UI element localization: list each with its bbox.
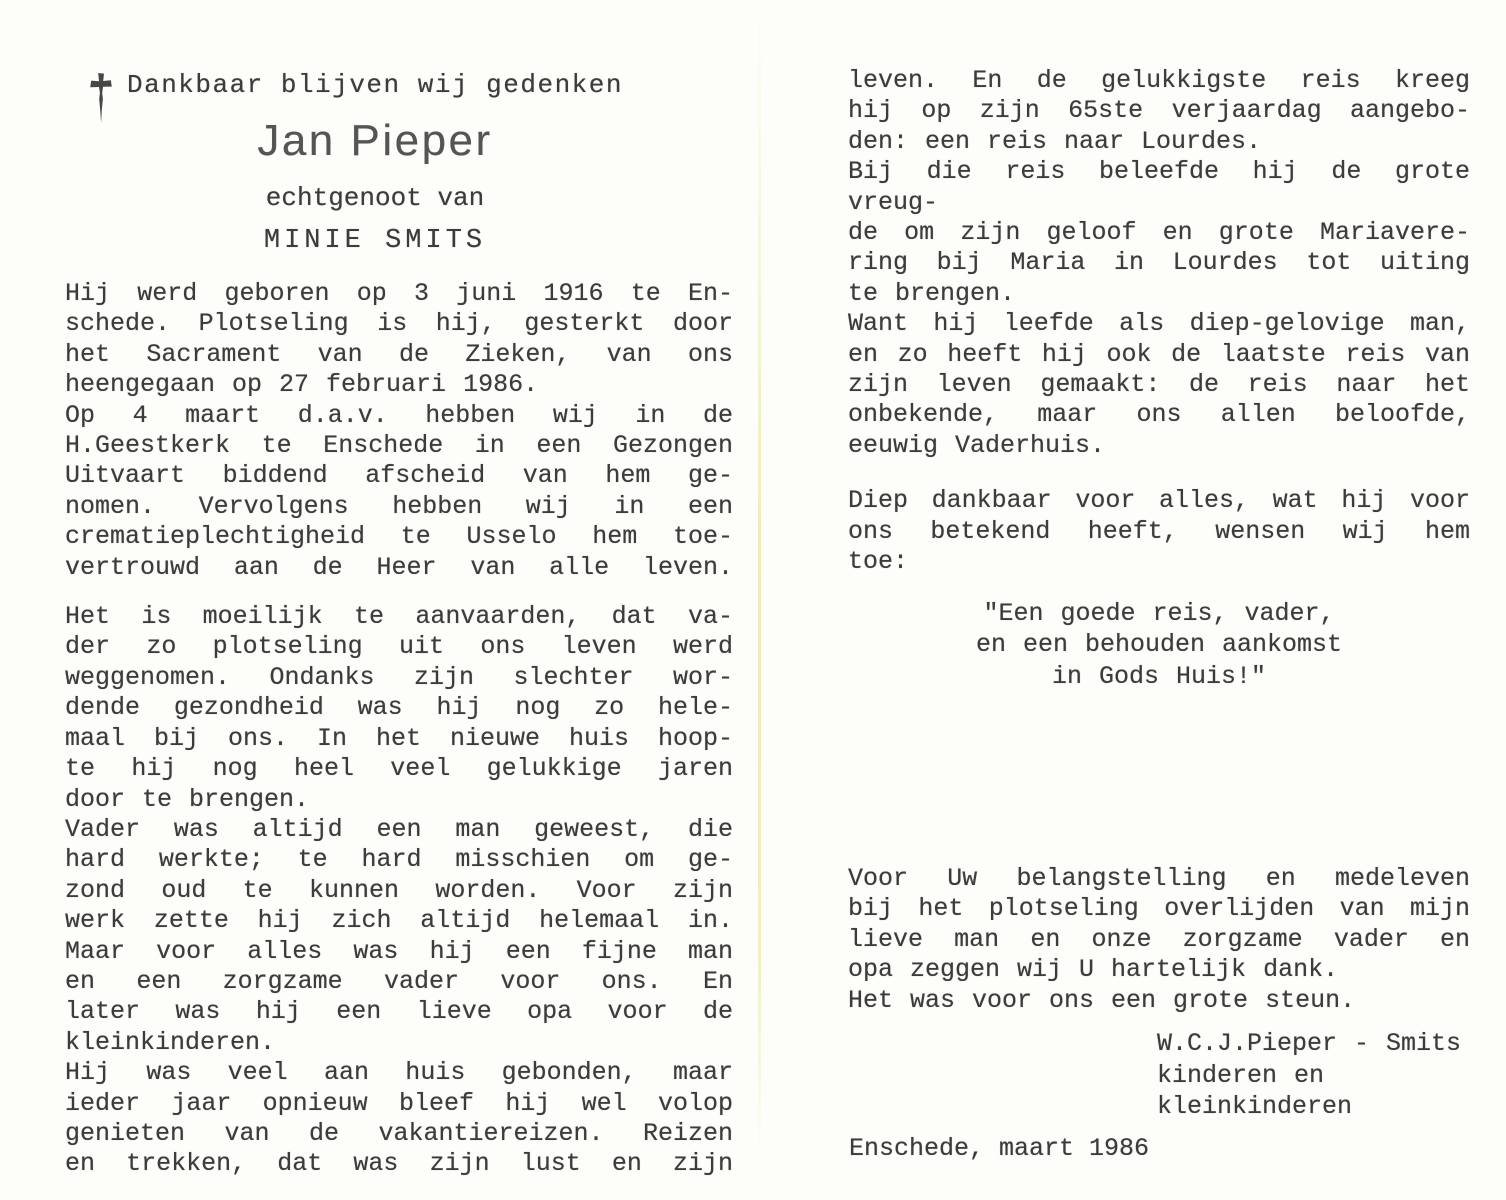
text-line: leven. En de gelukkigste reis kreeg (848, 66, 1470, 95)
page-fold-line (758, 0, 761, 1200)
text-line: Voor Uw belangstelling en medeleven (848, 864, 1470, 893)
text-line: Bij die reis beleefde hij de grote vreug- (848, 157, 1470, 217)
text-line: genieten van de vakantiereizen. Reizen (65, 1118, 733, 1148)
text-line: de om zijn geloof en grote Mariavere- (848, 218, 1470, 248)
text-line: en een behouden aankomst (975, 630, 1343, 659)
text-line: kleinkinderen (1157, 1092, 1353, 1121)
text-line: den: een reis naar Lourdes. (848, 126, 1262, 156)
acknowledgement-paragraph (848, 864, 1470, 1016)
text-paragraph (65, 279, 733, 583)
text-line: vertrouwd aan de Heer van alle leven. (65, 552, 733, 582)
text-line: "Een goede reis, vader, (983, 598, 1335, 628)
text-line: te brengen. (848, 278, 1016, 308)
signature-block (1157, 1028, 1487, 1123)
dateline: Enschede, maart 1986 (849, 1134, 1150, 1163)
left-page-body (65, 279, 733, 1180)
text-line: kleinkinderen. (65, 1027, 276, 1057)
text-line: eeuwig Vaderhuis. (848, 430, 1106, 460)
farewell-quote (848, 598, 1470, 693)
text-paragraph (65, 1058, 733, 1180)
text-line: maal bij ons. In het nieuwe huis hoop- (65, 723, 733, 753)
text-line: te hij nog heel veel gelukkige jaren (65, 754, 733, 784)
text-line: toe: (848, 547, 909, 577)
memorial-header-line: Dankbaar blijven wij gedenken (127, 70, 623, 100)
text-line: Uitvaart biddend afscheid van hem ge- (65, 461, 733, 491)
text-line: en een zorgzame vader voor ons. En (65, 966, 733, 996)
deceased-name: Jan Pieper (257, 116, 493, 165)
text-line: Want hij leefde als diep-gelovige man, (848, 309, 1470, 339)
text-line: Het is moeilijk te aanvaarden, dat va- (65, 602, 733, 632)
right-page-body (848, 66, 1470, 692)
text-line: door te brengen. (65, 784, 310, 814)
text-line: schede. Plotseling is hij, gesterkt door (65, 309, 733, 339)
text-line: der zo plotseling uit ons leven werd (65, 632, 733, 662)
text-line: ons betekend heeft, wensen wij hem (848, 516, 1470, 546)
text-line: nomen. Vervolgens hebben wij in een (65, 491, 733, 521)
text-line: dende gezondheid was hij nog zo hele- (65, 693, 733, 723)
text-line: ieder jaar opnieuw bleef hij wel volop (65, 1088, 733, 1118)
text-line: bij het plotseling overlijden van mijn (848, 894, 1470, 924)
text-line: later was hij een lieve opa voor de (65, 997, 733, 1027)
text-line: en zo heeft hij ook de laatste reis van (848, 339, 1470, 369)
text-paragraph (848, 66, 1470, 461)
text-line: en trekken, dat was zijn lust en zijn (65, 1149, 733, 1179)
text-line: zijn leven gemaakt: de reis naar het (848, 370, 1470, 400)
text-line: het Sacrament van de Zieken, van ons (65, 339, 733, 369)
text-line: Diep dankbaar voor alles, wat hij voor (848, 486, 1470, 516)
spouse-name: MINIE SMITS (263, 226, 487, 256)
text-line: crematieplechtigheid te Usselo hem toe- (65, 522, 733, 552)
text-line: Maar voor alles was hij een fijne man (65, 936, 733, 966)
text-line: W.C.J.Pieper - Smits (1157, 1029, 1462, 1058)
text-line: lieve man en onze zorgzame vader en (848, 924, 1470, 954)
text-line: hard werkte; te hard misschien om ge- (65, 845, 733, 875)
text-line: werk zette hij zich altijd helemaal in. (65, 906, 733, 936)
text-line: Hij werd geboren op 3 juni 1916 te En- (65, 279, 733, 308)
text-line: Op 4 maart d.a.v. hebben wij in de (65, 400, 733, 430)
relation-label: echtgenoot van (265, 183, 485, 213)
text-line: Vader was altijd een man geweest, die (65, 814, 733, 844)
text-line: H.Geestkerk te Enschede in een Gezongen (65, 431, 733, 461)
text-line: in Gods Huis!" (1051, 661, 1267, 691)
text-paragraph (848, 486, 1470, 577)
text-line: kinderen en (1157, 1060, 1325, 1090)
text-line: hij op zijn 65ste verjaardag aangebo- (848, 96, 1470, 126)
text-line: zond oud te kunnen worden. Voor zijn (65, 875, 733, 905)
text-line: Hij was veel aan huis gebonden, maar (65, 1058, 733, 1088)
text-line: onbekende, maar ons allen beloofde, (848, 400, 1470, 430)
text-paragraph (65, 602, 733, 815)
text-paragraph (65, 815, 733, 1058)
text-line: weggenomen. Ondanks zijn slechter wor- (65, 662, 733, 692)
text-line: heengegaan op 27 februari 1986. (65, 370, 539, 400)
text-line: opa zeggen wij U hartelijk dank. (848, 955, 1339, 985)
text-line: ring bij Maria in Lourdes tot uiting (848, 248, 1470, 278)
text-line: Het was voor ons een grote steun. (848, 985, 1356, 1015)
